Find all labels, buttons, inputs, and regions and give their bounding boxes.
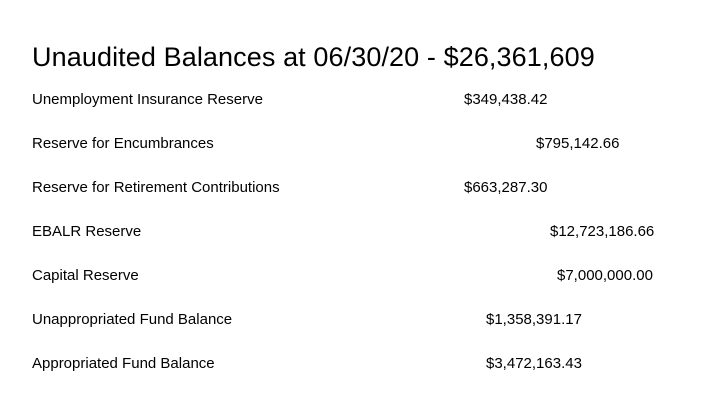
row-value-capital-reserve: $7,000,000.00 bbox=[557, 267, 653, 284]
row-label-capital-reserve: Capital Reserve bbox=[32, 267, 139, 284]
row-value-reserve-for-encumbrances: $795,142.66 bbox=[536, 135, 620, 152]
row-label-unappropriated-fund-balance: Unappropriated Fund Balance bbox=[32, 311, 233, 328]
row-label-appropriated-fund-balance: Appropriated Fund Balance bbox=[32, 355, 215, 372]
row-label-reserve-for-retirement-contributions: Reserve for Retirement Contributions bbox=[32, 179, 280, 196]
row-value-unappropriated-fund-balance: $1,358,391.17 bbox=[486, 311, 582, 328]
page-title: Unaudited Balances at 06/30/20 - $26,361,609 bbox=[32, 42, 595, 72]
row-value-appropriated-fund-balance: $3,472,163.43 bbox=[486, 355, 582, 372]
row-value-reserve-for-retirement-contributions: $663,287.30 bbox=[464, 179, 548, 196]
row-label-ebalr-reserve: EBALR Reserve bbox=[32, 223, 142, 240]
row-label-unemployment-insurance-reserve: Unemployment Insurance Reserve bbox=[32, 91, 263, 108]
row-value-unemployment-insurance-reserve: $349,438.42 bbox=[464, 91, 548, 108]
row-value-ebalr-reserve: $12,723,186.66 bbox=[550, 223, 655, 240]
row-label-reserve-for-encumbrances: Reserve for Encumbrances bbox=[32, 135, 214, 152]
